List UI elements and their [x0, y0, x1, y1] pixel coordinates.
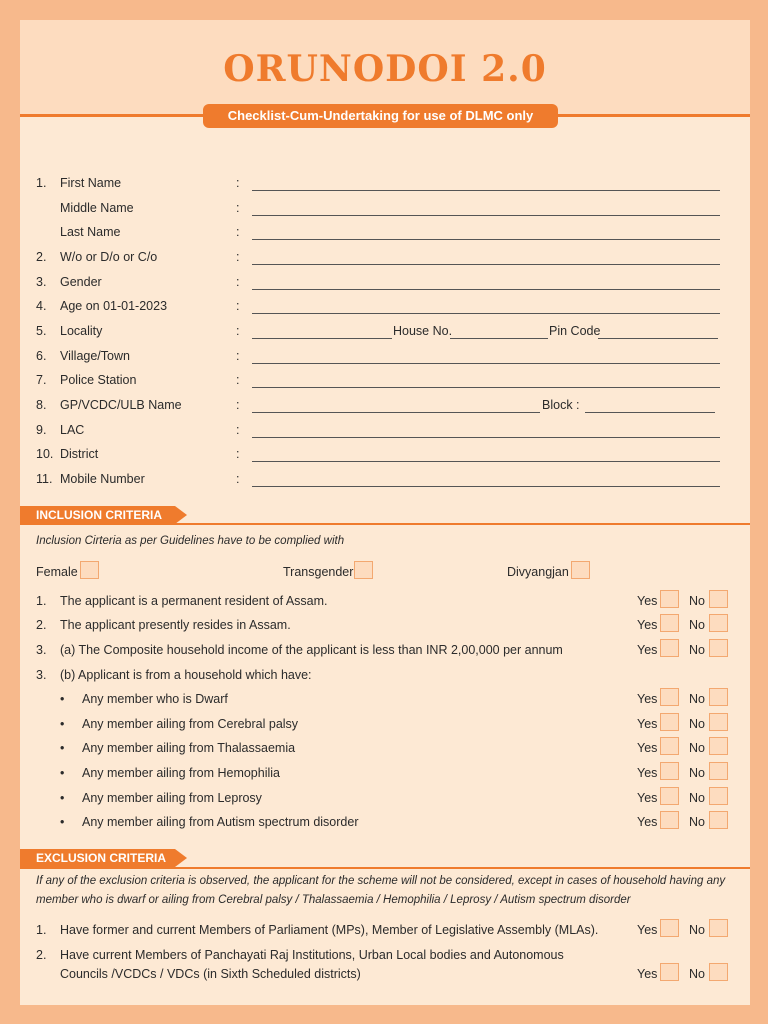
- condition-5-no-label: No: [689, 791, 705, 805]
- field-input[interactable]: [252, 239, 720, 240]
- condition-6-no-checkbox[interactable]: [709, 811, 728, 829]
- condition-2-no-checkbox[interactable]: [709, 713, 728, 731]
- field-colon: :: [236, 225, 240, 239]
- field-number: 5.: [36, 324, 47, 338]
- field-label: W/o or D/o or C/o: [60, 250, 158, 264]
- field-label: Mobile Number: [60, 472, 145, 486]
- field-input[interactable]: [252, 387, 720, 388]
- condition-4-yes-label: Yes: [637, 766, 658, 780]
- condition-1-no-label: No: [689, 692, 705, 706]
- condition-4-no-checkbox[interactable]: [709, 762, 728, 780]
- field-colon: :: [236, 373, 240, 387]
- pin-code-input[interactable]: [598, 338, 718, 339]
- criteria-number: 1.: [36, 923, 47, 937]
- category-checkbox[interactable]: [354, 561, 373, 579]
- field-label: Village/Town: [60, 349, 130, 363]
- exclusion-item-2-yes-checkbox[interactable]: [660, 963, 679, 981]
- inclusion-item-3-yes-checkbox[interactable]: [660, 639, 679, 657]
- field-number: 9.: [36, 423, 47, 437]
- condition-3-no-checkbox[interactable]: [709, 737, 728, 755]
- field-number: 7.: [36, 373, 47, 387]
- field-input[interactable]: [252, 313, 720, 314]
- field-input[interactable]: [252, 363, 720, 364]
- exclusion-item-2-yes-label: Yes: [637, 967, 658, 981]
- field-label: Locality: [60, 324, 103, 338]
- locality-input[interactable]: [252, 338, 392, 339]
- field-input[interactable]: [252, 461, 720, 462]
- inclusion-heading: INCLUSION CRITERIA: [20, 506, 175, 525]
- field-colon: :: [236, 250, 240, 264]
- condition-6-yes-label: Yes: [637, 815, 658, 829]
- field-label: Last Name: [60, 225, 121, 239]
- bullet-dot: •: [60, 741, 65, 755]
- house-no-input[interactable]: [450, 338, 548, 339]
- inclusion-item-2-yes-label: Yes: [637, 618, 658, 632]
- form-page: [20, 20, 750, 1005]
- criteria-number: 1.: [36, 594, 47, 608]
- field-colon: :: [236, 176, 240, 190]
- field-number: 10.: [36, 447, 54, 461]
- bullet-dot: •: [60, 766, 65, 780]
- exclusion-heading: EXCLUSION CRITERIA: [20, 849, 175, 868]
- condition-2-no-label: No: [689, 717, 705, 731]
- bullet-text: Any member ailing from Thalassaemia: [82, 741, 296, 755]
- field-label: First Name: [60, 176, 122, 190]
- condition-4-no-label: No: [689, 766, 705, 780]
- block-label: Block :: [542, 398, 580, 412]
- condition-6-yes-checkbox[interactable]: [660, 811, 679, 829]
- criteria-subheading: (b) Applicant is from a household which have:: [60, 668, 312, 682]
- criteria-number: 3.: [36, 643, 47, 657]
- bullet-text: Any member ailing from Autism spectrum disorder: [82, 815, 359, 829]
- field-label: Age on 01-01-2023: [60, 299, 168, 313]
- inclusion-item-3-no-label: No: [689, 643, 705, 657]
- criteria-text-line2: Councils /VCDCs / VDCs (in Sixth Scheduled districts): [60, 967, 361, 981]
- block-input[interactable]: [585, 412, 715, 413]
- bullet-dot: •: [60, 717, 65, 731]
- inclusion-item-3-yes-label: Yes: [637, 643, 658, 657]
- bullet-text: Any member who is Dwarf: [82, 692, 228, 706]
- field-number: 1.: [36, 176, 47, 190]
- condition-1-yes-checkbox[interactable]: [660, 688, 679, 706]
- inclusion-item-1-no-label: No: [689, 594, 705, 608]
- inclusion-item-1-yes-label: Yes: [637, 594, 658, 608]
- inclusion-item-2-no-checkbox[interactable]: [709, 614, 728, 632]
- field-number: 3.: [36, 275, 47, 289]
- category-checkbox[interactable]: [571, 561, 590, 579]
- pin-code-label: Pin Code: [549, 324, 601, 338]
- field-label: GP/VCDC/ULB Name: [60, 398, 182, 412]
- field-label: District: [60, 447, 99, 461]
- field-input[interactable]: [252, 264, 720, 265]
- field-colon: :: [236, 201, 240, 215]
- field-colon: :: [236, 423, 240, 437]
- exclusion-item-2-no-checkbox[interactable]: [709, 963, 728, 981]
- condition-3-yes-label: Yes: [637, 741, 658, 755]
- criteria-number: 2.: [36, 618, 47, 632]
- category-label: Female: [36, 565, 78, 579]
- bullet-text: Any member ailing from Cerebral palsy: [82, 717, 299, 731]
- condition-3-no-label: No: [689, 741, 705, 755]
- condition-5-no-checkbox[interactable]: [709, 787, 728, 805]
- criteria-text: The applicant is a permanent resident of Assam.: [60, 594, 328, 608]
- subtitle-banner: Checklist-Cum-Undertaking for use of DLMC only: [203, 104, 558, 128]
- inclusion-item-1-no-checkbox[interactable]: [709, 590, 728, 608]
- criteria-text: Have former and current Members of Parliament (MPs), Member of Legislative Assembly (MLAs).: [60, 923, 599, 937]
- field-colon: :: [236, 447, 240, 461]
- exclusion-item-1-no-checkbox[interactable]: [709, 919, 728, 937]
- inclusion-item-3-no-checkbox[interactable]: [709, 639, 728, 657]
- exclusion-note-line1: If any of the exclusion criteria is observed, the applicant for the scheme will not be considered, except in cases of household having any: [36, 875, 726, 887]
- field-number: 4.: [36, 299, 47, 313]
- category-checkbox[interactable]: [80, 561, 99, 579]
- condition-3-yes-checkbox[interactable]: [660, 737, 679, 755]
- bullet-text: Any member ailing from Leprosy: [82, 791, 262, 805]
- field-input[interactable]: [252, 437, 720, 438]
- field-colon: :: [236, 324, 240, 338]
- category-label: Divyangjan: [507, 565, 569, 579]
- field-number: 11.: [36, 472, 53, 486]
- bullet-dot: •: [60, 815, 65, 829]
- field-number: 8.: [36, 398, 47, 412]
- condition-1-yes-label: Yes: [637, 692, 658, 706]
- field-colon: :: [236, 472, 240, 486]
- exclusion-item-1-no-label: No: [689, 923, 705, 937]
- criteria-text: The applicant presently resides in Assam.: [60, 618, 291, 632]
- field-label: Middle Name: [60, 201, 134, 215]
- field-input[interactable]: [252, 190, 720, 191]
- field-input[interactable]: [252, 486, 720, 487]
- category-label: Transgender: [283, 565, 354, 579]
- field-label: Police Station: [60, 373, 137, 387]
- exclusion-item-2-no-label: No: [689, 967, 705, 981]
- exclusion-item-1-yes-checkbox[interactable]: [660, 919, 679, 937]
- field-label: Gender: [60, 275, 102, 289]
- condition-6-no-label: No: [689, 815, 705, 829]
- criteria-text-line1: Have current Members of Panchayati Raj Institutions, Urban Local bodies and Autonomous: [60, 948, 564, 962]
- exclusion-note-line2: member who is dwarf or ailing from Cerebral palsy / Thalassaemia / Hemophilia / Leprosy / Autism spectrum disorder: [36, 894, 631, 906]
- field-colon: :: [236, 275, 240, 289]
- condition-5-yes-label: Yes: [637, 791, 658, 805]
- page-title: ORUNODOI 2.0: [223, 48, 547, 90]
- condition-2-yes-label: Yes: [637, 717, 658, 731]
- field-number: 6.: [36, 349, 47, 363]
- field-colon: :: [236, 299, 240, 313]
- field-colon: :: [236, 349, 240, 363]
- field-colon: :: [236, 398, 240, 412]
- condition-1-no-checkbox[interactable]: [709, 688, 728, 706]
- condition-2-yes-checkbox[interactable]: [660, 713, 679, 731]
- exclusion-item-1-yes-label: Yes: [637, 923, 658, 937]
- bullet-dot: •: [60, 692, 65, 706]
- field-number: 2.: [36, 250, 47, 264]
- field-input[interactable]: [252, 215, 720, 216]
- condition-5-yes-checkbox[interactable]: [660, 787, 679, 805]
- gp-name-input[interactable]: [252, 412, 540, 413]
- inclusion-note: Inclusion Cirteria as per Guidelines have to be complied with: [36, 535, 345, 547]
- inclusion-item-2-no-label: No: [689, 618, 705, 632]
- inclusion-item-2-yes-checkbox[interactable]: [660, 614, 679, 632]
- criteria-text: (a) The Composite household income of the applicant is less than INR 2,00,000 per annum: [60, 643, 563, 657]
- field-label: LAC: [60, 423, 85, 437]
- condition-4-yes-checkbox[interactable]: [660, 762, 679, 780]
- house-no-label: House No.: [393, 324, 453, 338]
- inclusion-item-1-yes-checkbox[interactable]: [660, 590, 679, 608]
- bullet-dot: •: [60, 791, 65, 805]
- field-input[interactable]: [252, 289, 720, 290]
- bullet-text: Any member ailing from Hemophilia: [82, 766, 280, 780]
- criteria-number: 2.: [36, 948, 47, 962]
- criteria-number: 3.: [36, 668, 47, 682]
